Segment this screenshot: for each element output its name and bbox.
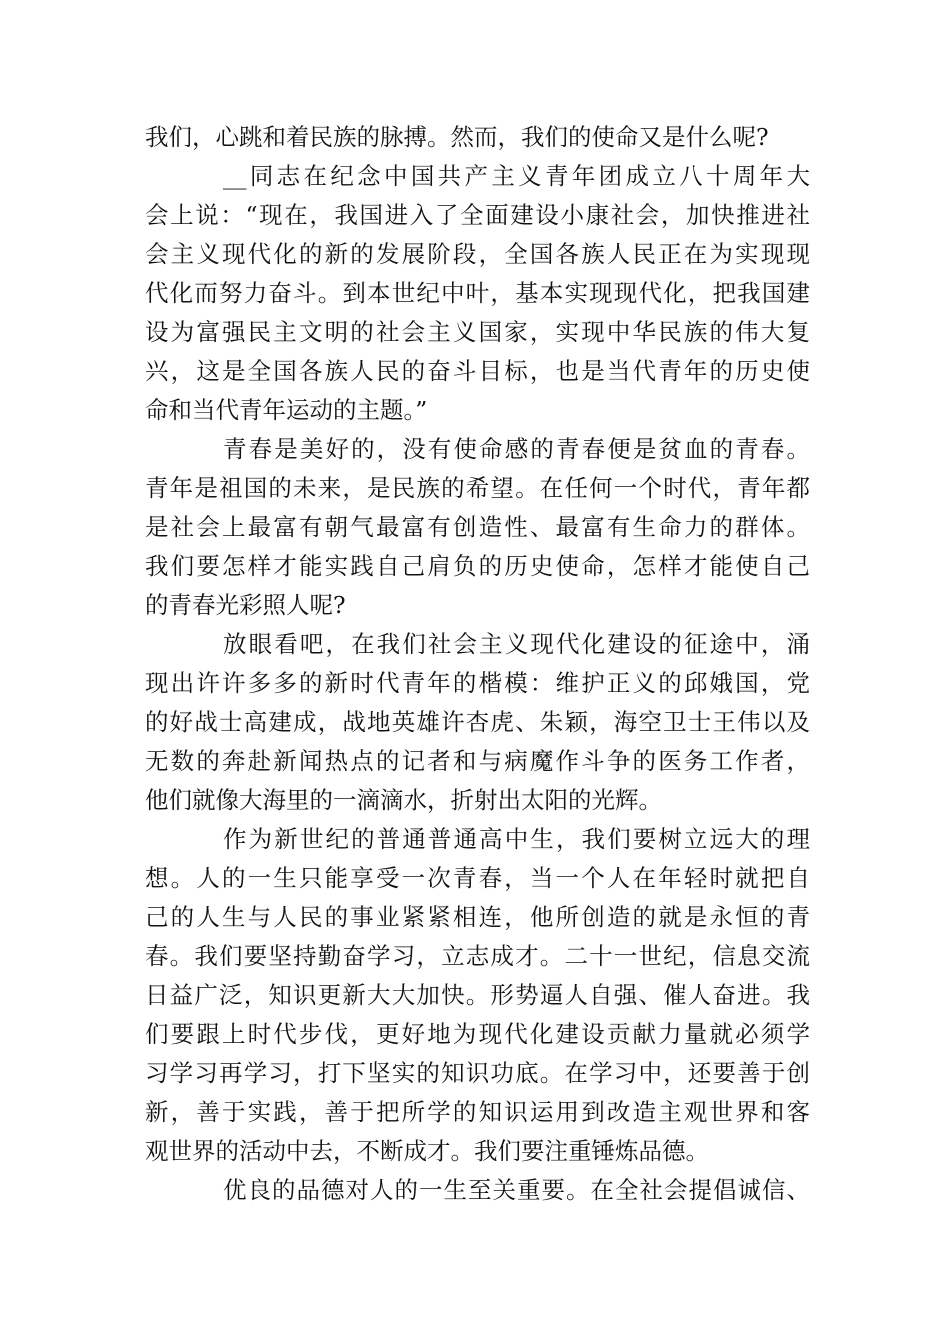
text-line: 现出许许多多的新时代青年的楷模：维护正义的邱娥国，党 bbox=[145, 669, 810, 697]
text-line: 们要跟上时代步伐，更好地为现代化建设贡献力量就必须学 bbox=[145, 1020, 810, 1048]
text-line: 作为新世纪的普通普通高中生，我们要树立远大的理 bbox=[223, 825, 810, 853]
text-line: 优良的品德对人的一生至关重要。在全社会提倡诚信、 bbox=[223, 1176, 810, 1204]
text-line: 代化而努力奋斗。到本世纪中叶，基本实现现代化，把我国建 bbox=[145, 279, 810, 307]
text-line: 我们要怎样才能实践自己肩负的历史使命，怎样才能使自己 bbox=[145, 552, 810, 580]
text-line: 想。人的一生只能享受一次青春，当一个人在年轻时就把自 bbox=[145, 864, 810, 892]
text-line: __同志在纪念中国共产主义青年团成立八十周年大 bbox=[223, 162, 810, 190]
text-line: 青年是祖国的未来，是民族的希望。在任何一个时代，青年都 bbox=[145, 474, 810, 502]
text-line: 的好战士高建成，战地英雄许杏虎、朱颖，海空卫士王伟以及 bbox=[145, 708, 810, 736]
text-line: 会上说：“现在，我国进入了全面建设小康社会，加快推进社 bbox=[145, 201, 810, 229]
text-line: 己的人生与人民的事业紧紧相连，他所创造的就是永恒的青 bbox=[145, 903, 810, 931]
text-line: 新，善于实践，善于把所学的知识运用到改造主观世界和客 bbox=[145, 1098, 810, 1126]
text-line: 放眼看吧，在我们社会主义现代化建设的征途中，涌 bbox=[223, 630, 810, 658]
text-line: 是社会上最富有朝气最富有创造性、最富有生命力的群体。 bbox=[145, 513, 810, 541]
text-line: 无数的奔赴新闻热点的记者和与病魔作斗争的医务工作者， bbox=[145, 747, 810, 775]
text-line: 观世界的活动中去，不断成才。我们要注重锤炼品德。 bbox=[145, 1137, 709, 1165]
text-line: 的青春光彩照人呢? bbox=[145, 591, 346, 619]
text-line: 设为富强民主文明的社会主义国家，实现中华民族的伟大复 bbox=[145, 318, 810, 346]
text-line: 青春是美好的，没有使命感的青春便是贫血的青春。 bbox=[223, 435, 810, 463]
text-line: 命和当代青年运动的主题。” bbox=[145, 396, 428, 424]
text-line: 兴，这是全国各族人民的奋斗目标，也是当代青年的历史使 bbox=[145, 357, 810, 385]
text-line: 会主义现代化的新的发展阶段，全国各族人民正在为实现现 bbox=[145, 240, 810, 268]
text-line: 习学习再学习，打下坚实的知识功底。在学习中，还要善于创 bbox=[145, 1059, 810, 1087]
text-line: 春。我们要坚持勤奋学习，立志成才。二十一世纪，信息交流 bbox=[145, 942, 810, 970]
text-line: 日益广泛，知识更新大大加快。形势逼人自强、催人奋进。我 bbox=[145, 981, 810, 1009]
document-page bbox=[145, 118, 810, 1210]
text-line: 我们，心跳和着民族的脉搏。然而，我们的使命又是什么呢? bbox=[145, 123, 769, 151]
text-line: 他们就像大海里的一滴滴水，折射出太阳的光辉。 bbox=[145, 786, 662, 814]
